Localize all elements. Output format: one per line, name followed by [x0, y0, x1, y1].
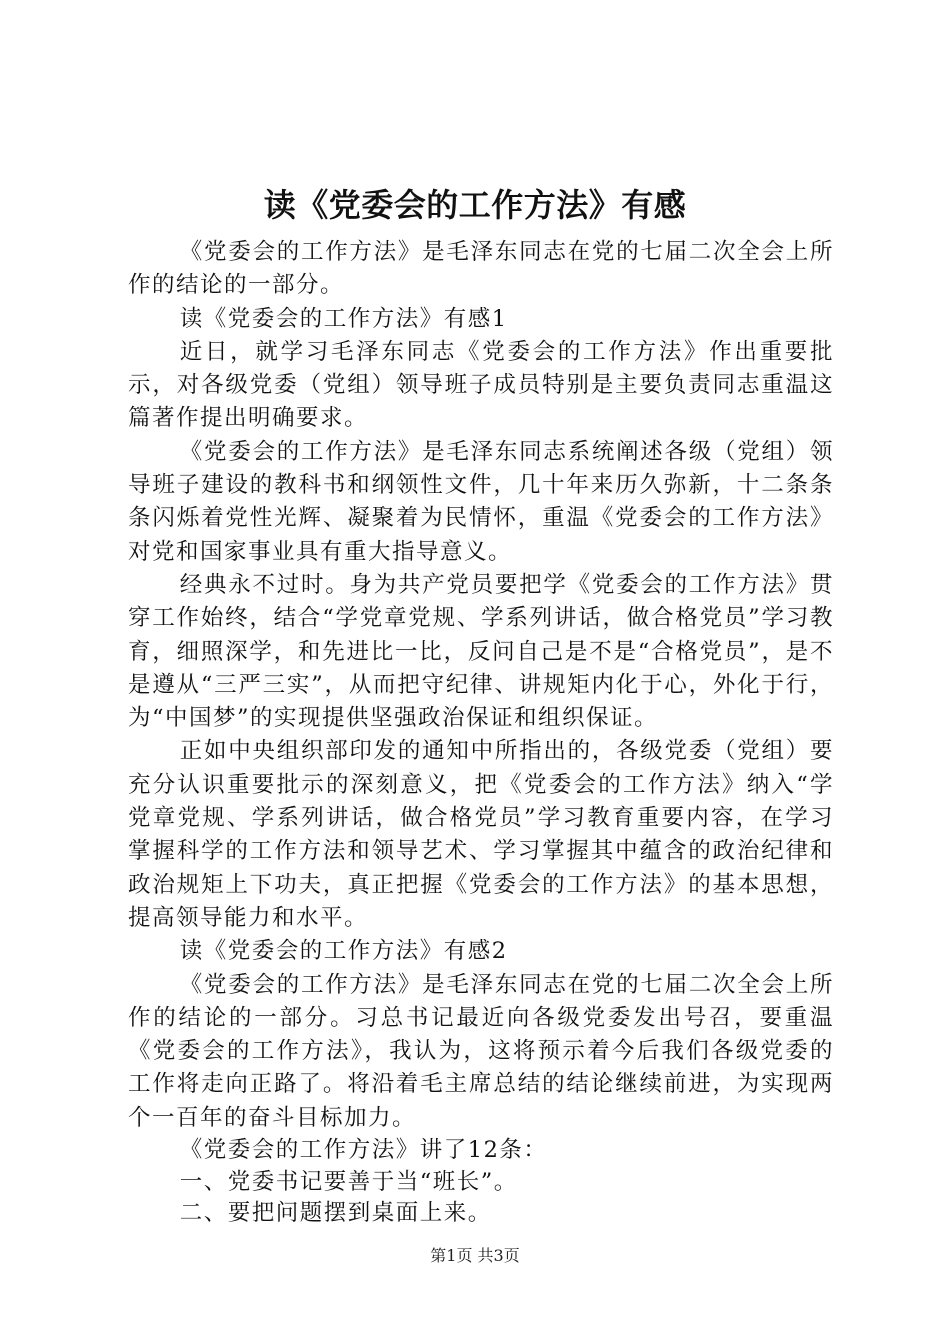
paragraph: 正如中央组织部印发的通知中所指出的，各级党委（党组）要充分认识重要批示的深刻意义，把《党委会的工作方法》纳入“学党章党规、学系列讲话，做合格党员”学习教育重要内容，在学习掌握科学的工作方法和领导艺术、学习掌握其中蕴含的政治纪律和政治规矩上下功夫，真正把握《党委会的工作方法》的基本思想，提高领导能力和水平。 [128, 738, 834, 931]
paragraph: 近日，就学习毛泽东同志《党委会的工作方法》作出重要批示，对各级党委（党组）领导班子成员特别是主要负责同志重温这篇著作提出明确要求。 [128, 338, 834, 432]
list-item: 一、党委书记要善于当“班长”。 [179, 1168, 518, 1195]
section-heading-2: 读《党委会的工作方法》有感2 [179, 938, 508, 965]
document-title: 读《党委会的工作方法》有感 [263, 186, 687, 224]
page-footer: 第1页 共3页 [430, 1246, 520, 1265]
paragraph: 《党委会的工作方法》是毛泽东同志系统阐述各级（党组）领导班子建设的教科书和纲领性文件，几十年来历久弥新，十二条条条闪烁着党性光辉、凝聚着为民情怀，重温《党委会的工作方法》对党和国家事业具有重大指导意义。 [128, 438, 834, 565]
paragraph: 《党委会的工作方法》讲了12条： [179, 1137, 548, 1164]
paragraph-intro: 《党委会的工作方法》是毛泽东同志在党的七届二次全会上所作的结论的一部分。 [128, 239, 834, 299]
paragraph: 经典永不过时。身为共产党员要把学《党委会的工作方法》贯穿工作始终，结合“学党章党规、学系列讲话，做合格党员”学习教育，细照深学，和先进比一比，反问自己是不是“合格党员”，是不是遵从“三严三实”，从而把守纪律、讲规矩内化于心，外化于行，为“中国梦”的实现提供坚强政治保证和组织保证。 [128, 571, 834, 732]
section-heading-1: 读《党委会的工作方法》有感1 [179, 305, 508, 332]
list-item: 二、要把问题摆到桌面上来。 [179, 1200, 492, 1227]
paragraph: 《党委会的工作方法》是毛泽东同志在党的七届二次全会上所作的结论的一部分。习总书记最近向各级党委发出号召，要重温《党委会的工作方法》，我认为，这将预示着今后我们各级党委的工作将走向正路了。将沿着毛主席总结的结论继续前进，为实现两个一百年的奋斗目标加力。 [128, 971, 834, 1131]
document-body [128, 236, 834, 1230]
